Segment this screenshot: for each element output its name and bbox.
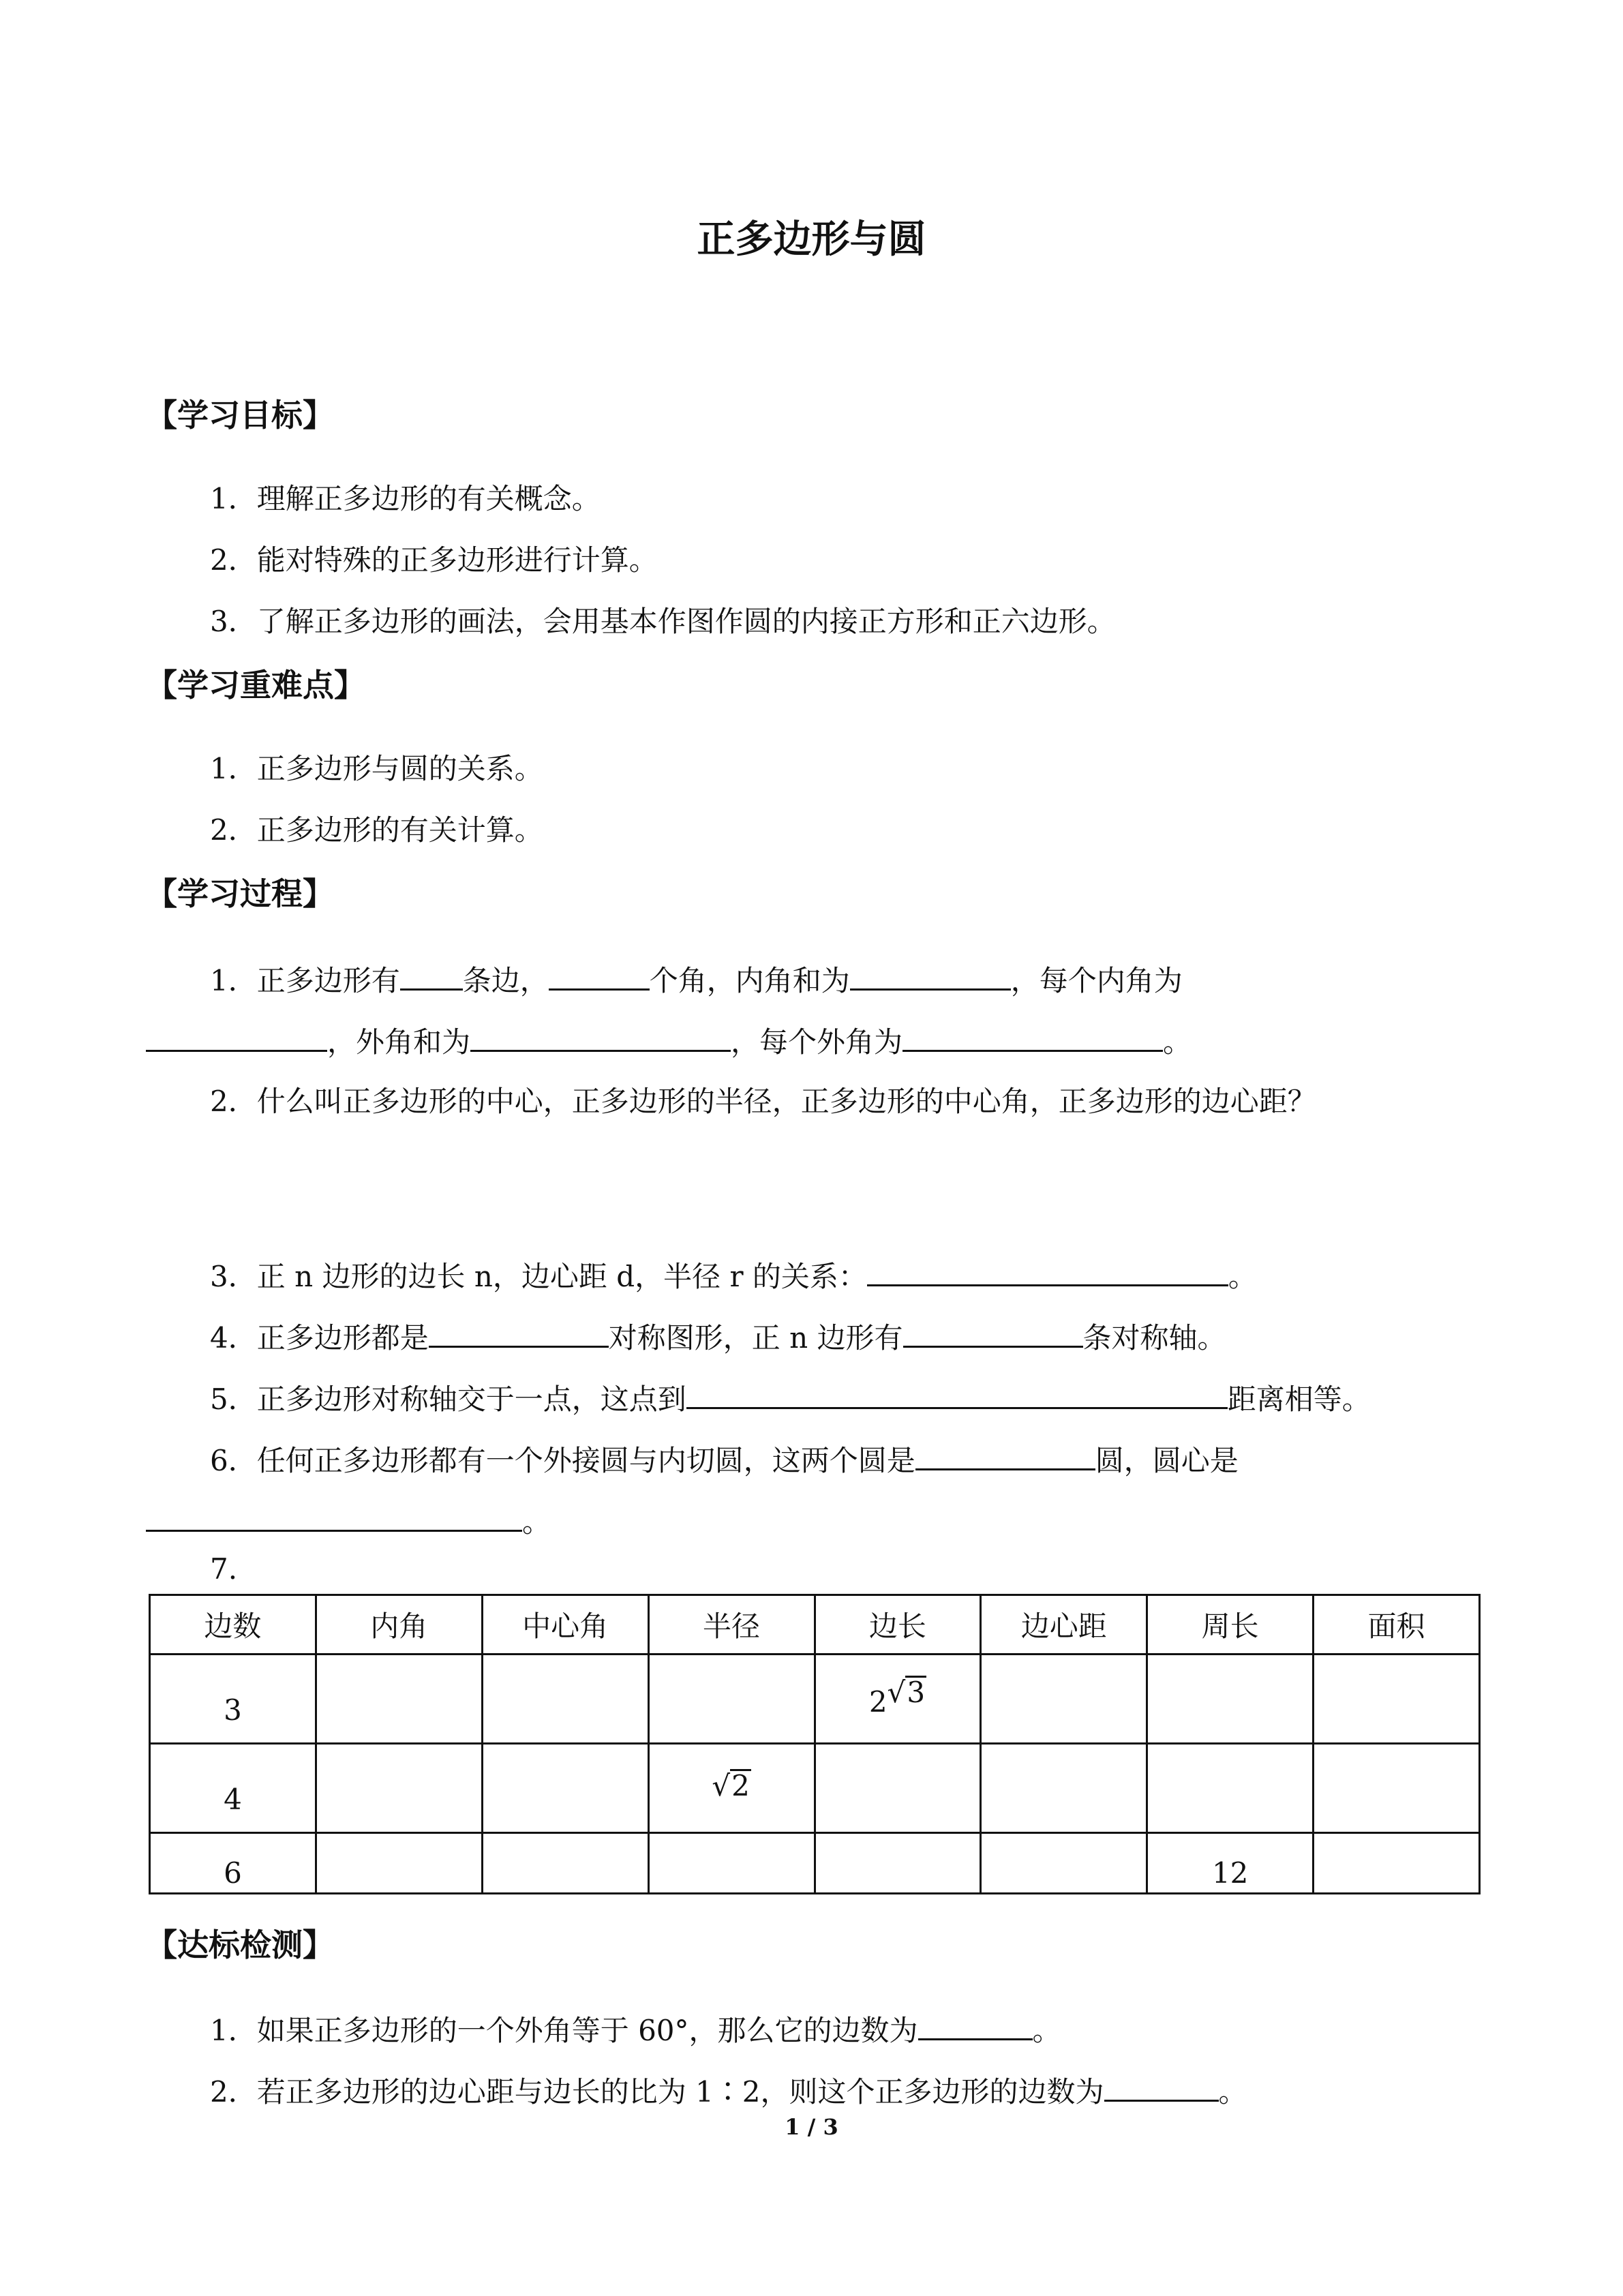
q1-text: 条边， bbox=[462, 964, 549, 997]
sides-value: 4 bbox=[224, 1782, 242, 1816]
goal-item: 1．理解正多边形的有关概念。 bbox=[210, 482, 601, 515]
table-cell[interactable] bbox=[316, 1833, 482, 1894]
sqrt-expression bbox=[888, 1676, 927, 1709]
edge-value bbox=[868, 1675, 926, 1719]
key-point-item: 2．正多边形的有关计算。 bbox=[210, 813, 543, 847]
table-header-cell: 周长 bbox=[1147, 1595, 1314, 1655]
table-cell[interactable] bbox=[1314, 1744, 1480, 1833]
goal-item: 2．能对特殊的正多边形进行计算。 bbox=[210, 543, 658, 577]
edge-coefficient: 2 bbox=[868, 1685, 888, 1719]
q1-text: ，每个内角为 bbox=[1010, 964, 1183, 997]
table-cell[interactable] bbox=[648, 1833, 815, 1894]
q3-text: 3．正 n 边形的边长 n，边心距 d，半径 r 的关系： bbox=[210, 1260, 867, 1293]
q1-blank-angles[interactable] bbox=[549, 957, 650, 991]
key-points-heading: 【学习重难点】 bbox=[146, 667, 365, 704]
c1-blank[interactable] bbox=[918, 2007, 1033, 2040]
key-point-item: 1．正多边形与圆的关系。 bbox=[210, 752, 543, 785]
q4-text: 4．正多边形都是 bbox=[210, 1321, 429, 1355]
c1-text: 1．如果正多边形的一个外角等于 60°，那么它的边数为 bbox=[210, 2014, 918, 2047]
table-row bbox=[150, 1833, 1480, 1894]
table-cell-edge bbox=[815, 1655, 981, 1744]
q1-text: ，外角和为 bbox=[327, 1025, 471, 1059]
c2-text: 。 bbox=[1218, 2075, 1247, 2109]
sqrt-radicand: 2 bbox=[731, 1768, 750, 1802]
sides-value: 6 bbox=[224, 1856, 242, 1890]
q1-blank-interior-sum[interactable] bbox=[850, 957, 1011, 991]
q1-text: ，每个外角为 bbox=[731, 1025, 903, 1059]
q4-blank-axes[interactable] bbox=[903, 1314, 1083, 1348]
q6-text: 6．任何正多边形都有一个外接圆与内切圆，这两个圆是 bbox=[210, 1444, 915, 1477]
table-cell[interactable] bbox=[1314, 1655, 1480, 1744]
table-cell[interactable] bbox=[981, 1744, 1147, 1833]
table-cell[interactable] bbox=[1314, 1833, 1480, 1894]
q1-blank-each-exterior[interactable] bbox=[902, 1018, 1163, 1052]
q4-text: 条对称轴。 bbox=[1082, 1321, 1226, 1355]
table-cell[interactable] bbox=[648, 1655, 815, 1744]
table-cell-perimeter bbox=[1147, 1833, 1314, 1894]
page-title: 正多边形与圆 bbox=[697, 217, 926, 262]
page-number: 1 / 3 bbox=[785, 2114, 838, 2140]
question-3 bbox=[210, 1253, 1257, 1299]
check-question-1 bbox=[210, 2007, 1061, 2053]
table-cell-radius bbox=[648, 1744, 815, 1833]
question-7-label: 7. bbox=[210, 1552, 238, 1586]
sides-value: 3 bbox=[224, 1693, 242, 1727]
goals-heading: 【学习目标】 bbox=[146, 397, 334, 434]
table-header-cell: 边心距 bbox=[981, 1595, 1147, 1655]
table-row bbox=[150, 1655, 1480, 1744]
check-question-2 bbox=[210, 2068, 1247, 2114]
q4-text: 对称图形，正 n 边形有 bbox=[608, 1321, 903, 1355]
question-6-line-2 bbox=[146, 1498, 551, 1544]
c2-text: 2．若正多边形的边心距与边长的比为 1∶2，则这个正多边形的边数为 bbox=[210, 2075, 1104, 2109]
q1-text: 。 bbox=[1163, 1025, 1192, 1059]
table-cell[interactable] bbox=[981, 1655, 1147, 1744]
q1-text: 1．正多边形有 bbox=[210, 964, 400, 997]
q6-blank-center[interactable] bbox=[146, 1498, 522, 1532]
sqrt-sign-icon: √ bbox=[887, 1675, 906, 1709]
process-heading: 【学习过程】 bbox=[146, 875, 334, 912]
table-cell[interactable] bbox=[815, 1744, 981, 1833]
table-cell-sides bbox=[150, 1655, 316, 1744]
q5-text: 距离相等。 bbox=[1227, 1383, 1371, 1416]
q3-blank[interactable] bbox=[867, 1253, 1228, 1286]
question-1-line-1 bbox=[210, 957, 1183, 1003]
table-cell-sides bbox=[150, 1744, 316, 1833]
table-header-cell: 边数 bbox=[150, 1595, 316, 1655]
question-2: 2．什么叫正多边形的中心，正多边形的半径，正多边形的中心角，正多边形的边心距？ bbox=[210, 1085, 1316, 1118]
polygon-table bbox=[149, 1594, 1481, 1894]
question-1-line-2 bbox=[146, 1018, 1192, 1064]
table-cell-sides bbox=[150, 1833, 316, 1894]
table-cell[interactable] bbox=[482, 1833, 648, 1894]
table-cell[interactable] bbox=[482, 1744, 648, 1833]
q3-text: 。 bbox=[1228, 1260, 1257, 1293]
question-6-line-1 bbox=[210, 1437, 1239, 1483]
table-header-cell: 边长 bbox=[815, 1595, 981, 1655]
check-heading: 【达标检测】 bbox=[146, 1927, 334, 1963]
q1-text: 个角，内角和为 bbox=[649, 964, 850, 997]
perimeter-value: 12 bbox=[1211, 1856, 1249, 1890]
table-cell[interactable] bbox=[1147, 1744, 1314, 1833]
q5-text: 5．正多边形对称轴交于一点，这点到 bbox=[210, 1383, 686, 1416]
q1-blank-sides[interactable] bbox=[400, 957, 463, 991]
c1-text: 。 bbox=[1032, 2014, 1061, 2047]
sqrt-expression bbox=[712, 1769, 751, 1802]
sqrt-sign-icon: √ bbox=[712, 1768, 731, 1802]
goal-item: 3．了解正多边形的画法，会用基本作图作圆的内接正方形和正六边形。 bbox=[210, 605, 1116, 638]
table-cell[interactable] bbox=[981, 1833, 1147, 1894]
q5-blank[interactable] bbox=[686, 1376, 1228, 1409]
table-header-cell: 中心角 bbox=[482, 1595, 648, 1655]
table-cell[interactable] bbox=[815, 1833, 981, 1894]
question-5 bbox=[210, 1376, 1371, 1421]
q4-blank-symmetry[interactable] bbox=[429, 1314, 609, 1348]
q1-blank-exterior-sum[interactable] bbox=[470, 1018, 731, 1052]
table-header-cell: 面积 bbox=[1314, 1595, 1480, 1655]
q6-text: 圆，圆心是 bbox=[1095, 1444, 1239, 1477]
table-cell[interactable] bbox=[482, 1655, 648, 1744]
table-cell[interactable] bbox=[316, 1655, 482, 1744]
q6-text: 。 bbox=[522, 1505, 551, 1539]
c2-blank[interactable] bbox=[1104, 2068, 1219, 2102]
question-4 bbox=[210, 1314, 1226, 1360]
table-cell[interactable] bbox=[1147, 1655, 1314, 1744]
table-header-row bbox=[150, 1595, 1480, 1655]
table-cell[interactable] bbox=[316, 1744, 482, 1833]
table-header-cell: 半径 bbox=[648, 1595, 815, 1655]
table-header-cell: 内角 bbox=[316, 1595, 482, 1655]
table-row bbox=[150, 1744, 1480, 1833]
sqrt-radicand: 3 bbox=[907, 1675, 926, 1709]
q1-blank-each-interior[interactable] bbox=[146, 1018, 327, 1052]
q6-blank-circle-type[interactable] bbox=[915, 1437, 1095, 1470]
